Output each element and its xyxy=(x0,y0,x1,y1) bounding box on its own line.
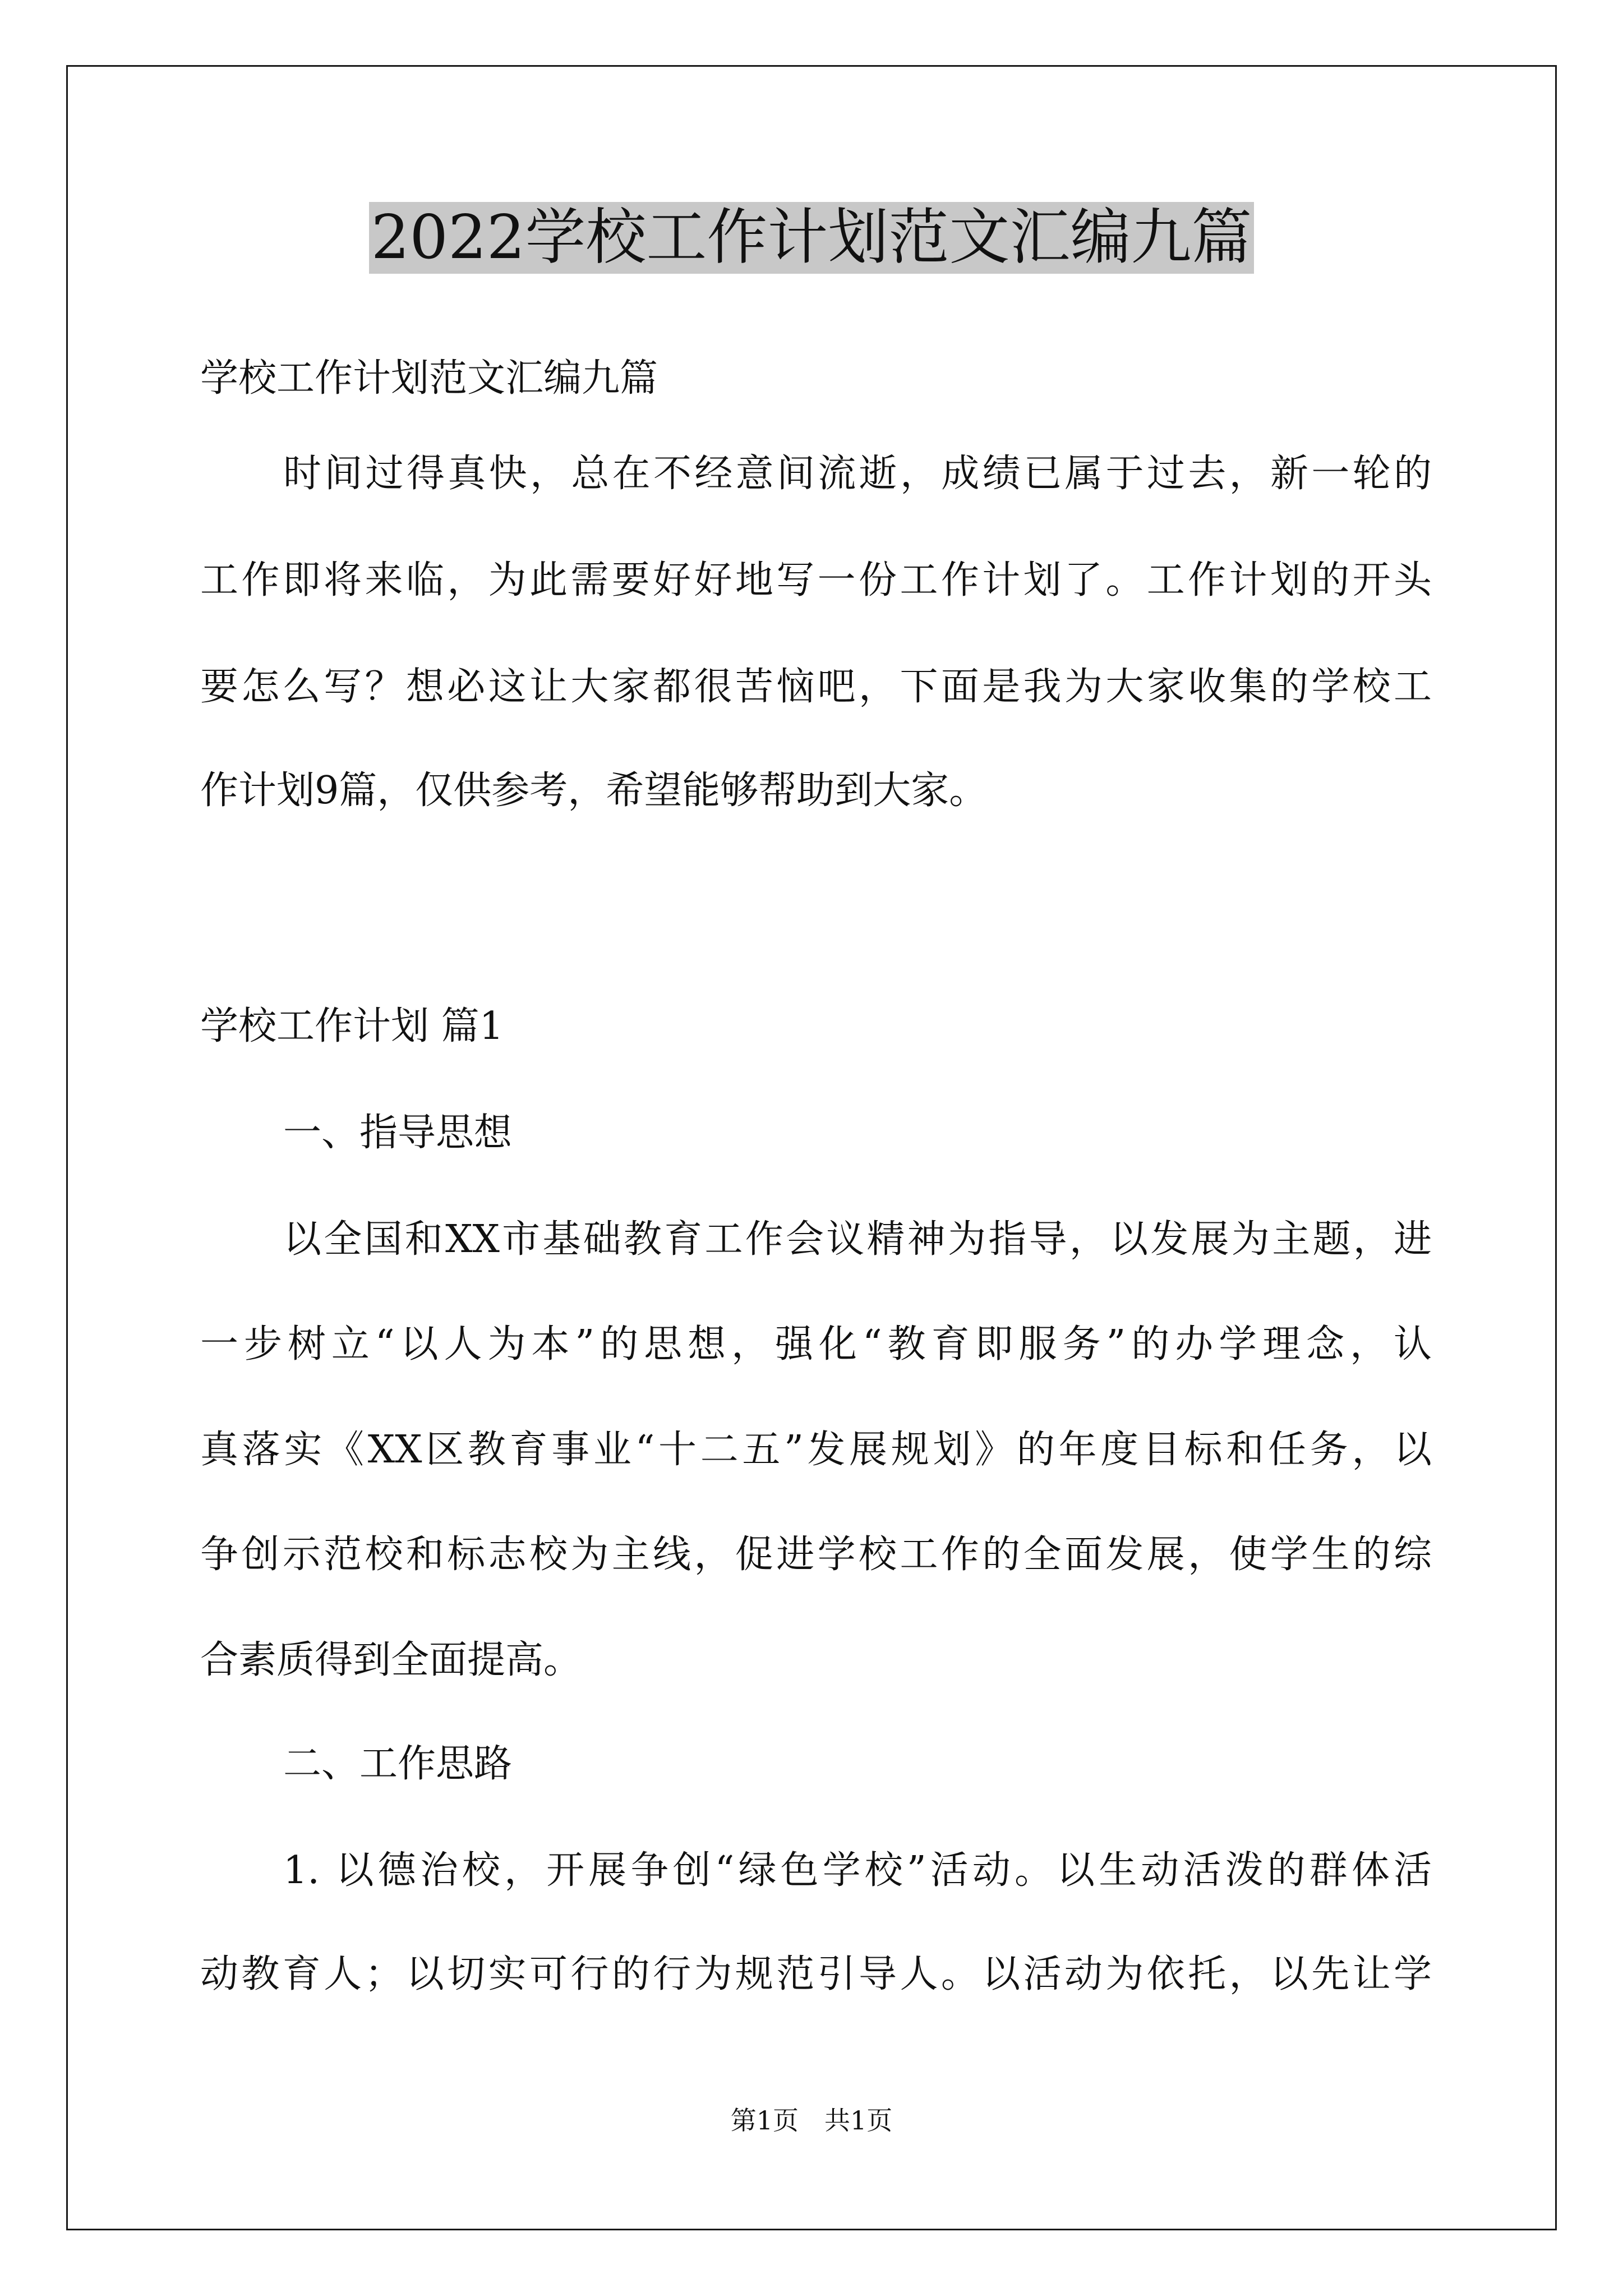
paragraph-line: 争创示范校和标志校为主线，促进学校工作的全面发展，使学生的综 xyxy=(200,1533,1432,1577)
document-title: 2022学校工作计划范文汇编九篇 xyxy=(369,202,1255,274)
paragraph-line: 合素质得到全面提高。 xyxy=(200,1638,582,1682)
paragraph-line: 1. 以德治校，开展争创“绿色学校”活动。以生动活泼的群体活 xyxy=(283,1848,1432,1893)
paragraph-line: 一步树立“以人为本”的思想，强化“教育即服务”的办学理念，认 xyxy=(200,1322,1432,1366)
subtitle: 学校工作计划范文汇编九篇 xyxy=(200,356,658,401)
heading-work-approach: 二、工作思路 xyxy=(283,1742,513,1786)
page-total: 共1页 xyxy=(824,2105,893,2136)
intro-line: 作计划9篇，仅供参考，希望能够帮助到大家。 xyxy=(200,769,988,813)
paragraph-line: 以全国和XX市基础教育工作会议精神为指导，以发展为主题，进 xyxy=(283,1217,1432,1262)
paragraph-line: 真落实《XX区教育事业“十二五”发展规划》的年度目标和任务，以 xyxy=(200,1428,1432,1472)
paragraph-line: 动教育人；以切实可行的行为规范引导人。以活动为依托，以先让学 xyxy=(200,1952,1432,1996)
intro-line: 要怎么写？想必这让大家都很苦恼吧，下面是我为大家收集的学校工 xyxy=(200,665,1432,709)
heading-guiding-ideology: 一、指导思想 xyxy=(283,1111,513,1155)
intro-line: 工作即将来临，为此需要好好地写一份工作计划了。工作计划的开头 xyxy=(200,558,1432,602)
intro-line: 时间过得真快，总在不经意间流逝，成绩已属于过去，新一轮的 xyxy=(283,452,1432,496)
title-container xyxy=(0,202,1623,274)
section-heading: 学校工作计划 篇1 xyxy=(200,1004,504,1048)
page-number: 第1页 xyxy=(730,2105,799,2136)
page-footer xyxy=(0,2104,1623,2137)
